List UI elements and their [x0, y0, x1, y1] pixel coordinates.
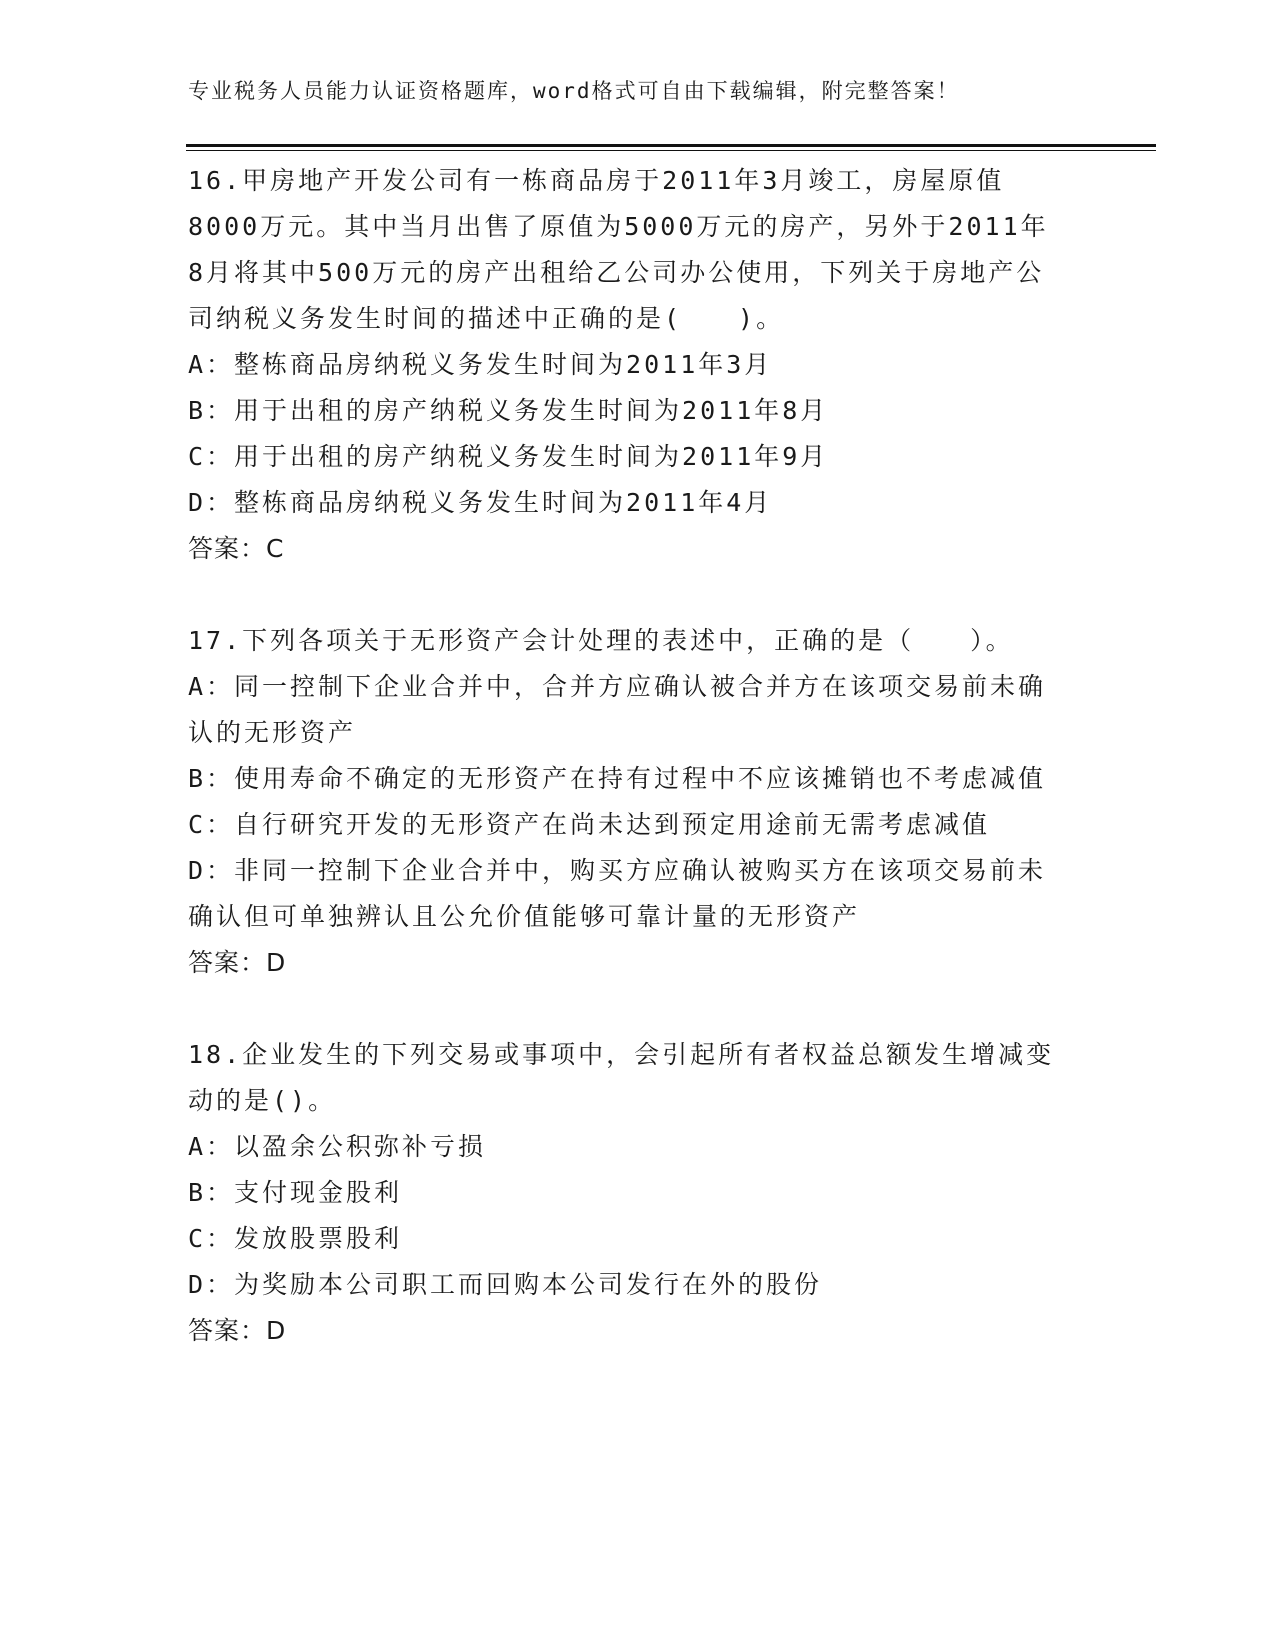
option-c: C：自行研究开发的无形资产在尚未达到预定用途前无需考虑减值 — [188, 810, 991, 839]
option-b: B：支付现金股利 — [188, 1178, 403, 1207]
header-rule-thick — [186, 144, 1156, 147]
question-stem-line: 18.企业发生的下列交易或事项中，会引起所有者权益总额发生增减变 — [188, 1040, 1055, 1069]
question-17 — [188, 618, 1088, 986]
question-16 — [188, 158, 1088, 572]
question-18 — [188, 1032, 1088, 1354]
option-d: D：整栋商品房纳税义务发生时间为2011年4月 — [188, 488, 773, 517]
questions-container — [188, 158, 1088, 1354]
answer-line: 答案：C — [188, 534, 285, 563]
answer-line: 答案：D — [188, 948, 287, 977]
page-header: 专业税务人员能力认证资格题库，word格式可自由下载编辑，附完整答案！ — [188, 79, 960, 103]
option-a: A：整栋商品房纳税义务发生时间为2011年3月 — [188, 350, 773, 379]
question-spacer — [188, 572, 1088, 618]
option-b: B：使用寿命不确定的无形资产在持有过程中不应该摊销也不考虑减值 — [188, 764, 1047, 793]
question-stem-line: 动的是()。 — [188, 1086, 337, 1115]
question-stem-line: 16.甲房地产开发公司有一栋商品房于2011年3月竣工，房屋原值 — [188, 166, 1005, 195]
option-c: C：用于出租的房产纳税义务发生时间为2011年9月 — [188, 442, 829, 471]
option-d: D：为奖励本公司职工而回购本公司发行在外的股份 — [188, 1270, 823, 1299]
option-a: A：以盈余公积弥补亏损 — [188, 1132, 487, 1161]
option-a: A：同一控制下企业合并中，合并方应确认被合并方在该项交易前未确 — [188, 672, 1047, 701]
question-stem-line: 8月将其中500万元的房产出租给乙公司办公使用，下列关于房地产公 — [188, 258, 1045, 287]
question-stem-line: 8000万元。其中当月出售了原值为5000万元的房产，另外于2011年 — [188, 212, 1049, 241]
header-rule-thin — [186, 150, 1156, 151]
question-stem-line: 17.下列各项关于无形资产会计处理的表述中，正确的是（ ）。 — [188, 626, 1014, 655]
option-d: D：非同一控制下企业合并中，购买方应确认被购买方在该项交易前未 — [188, 856, 1047, 885]
question-stem-line: 司纳税义务发生时间的描述中正确的是( )。 — [188, 304, 785, 333]
option-c: C：发放股票股利 — [188, 1224, 403, 1253]
option-a-continued: 认的无形资产 — [188, 718, 357, 747]
answer-line: 答案：D — [188, 1316, 287, 1345]
question-spacer — [188, 986, 1088, 1032]
option-b: B：用于出租的房产纳税义务发生时间为2011年8月 — [188, 396, 829, 425]
option-d-continued: 确认但可单独辨认且公允价值能够可靠计量的无形资产 — [188, 902, 861, 931]
